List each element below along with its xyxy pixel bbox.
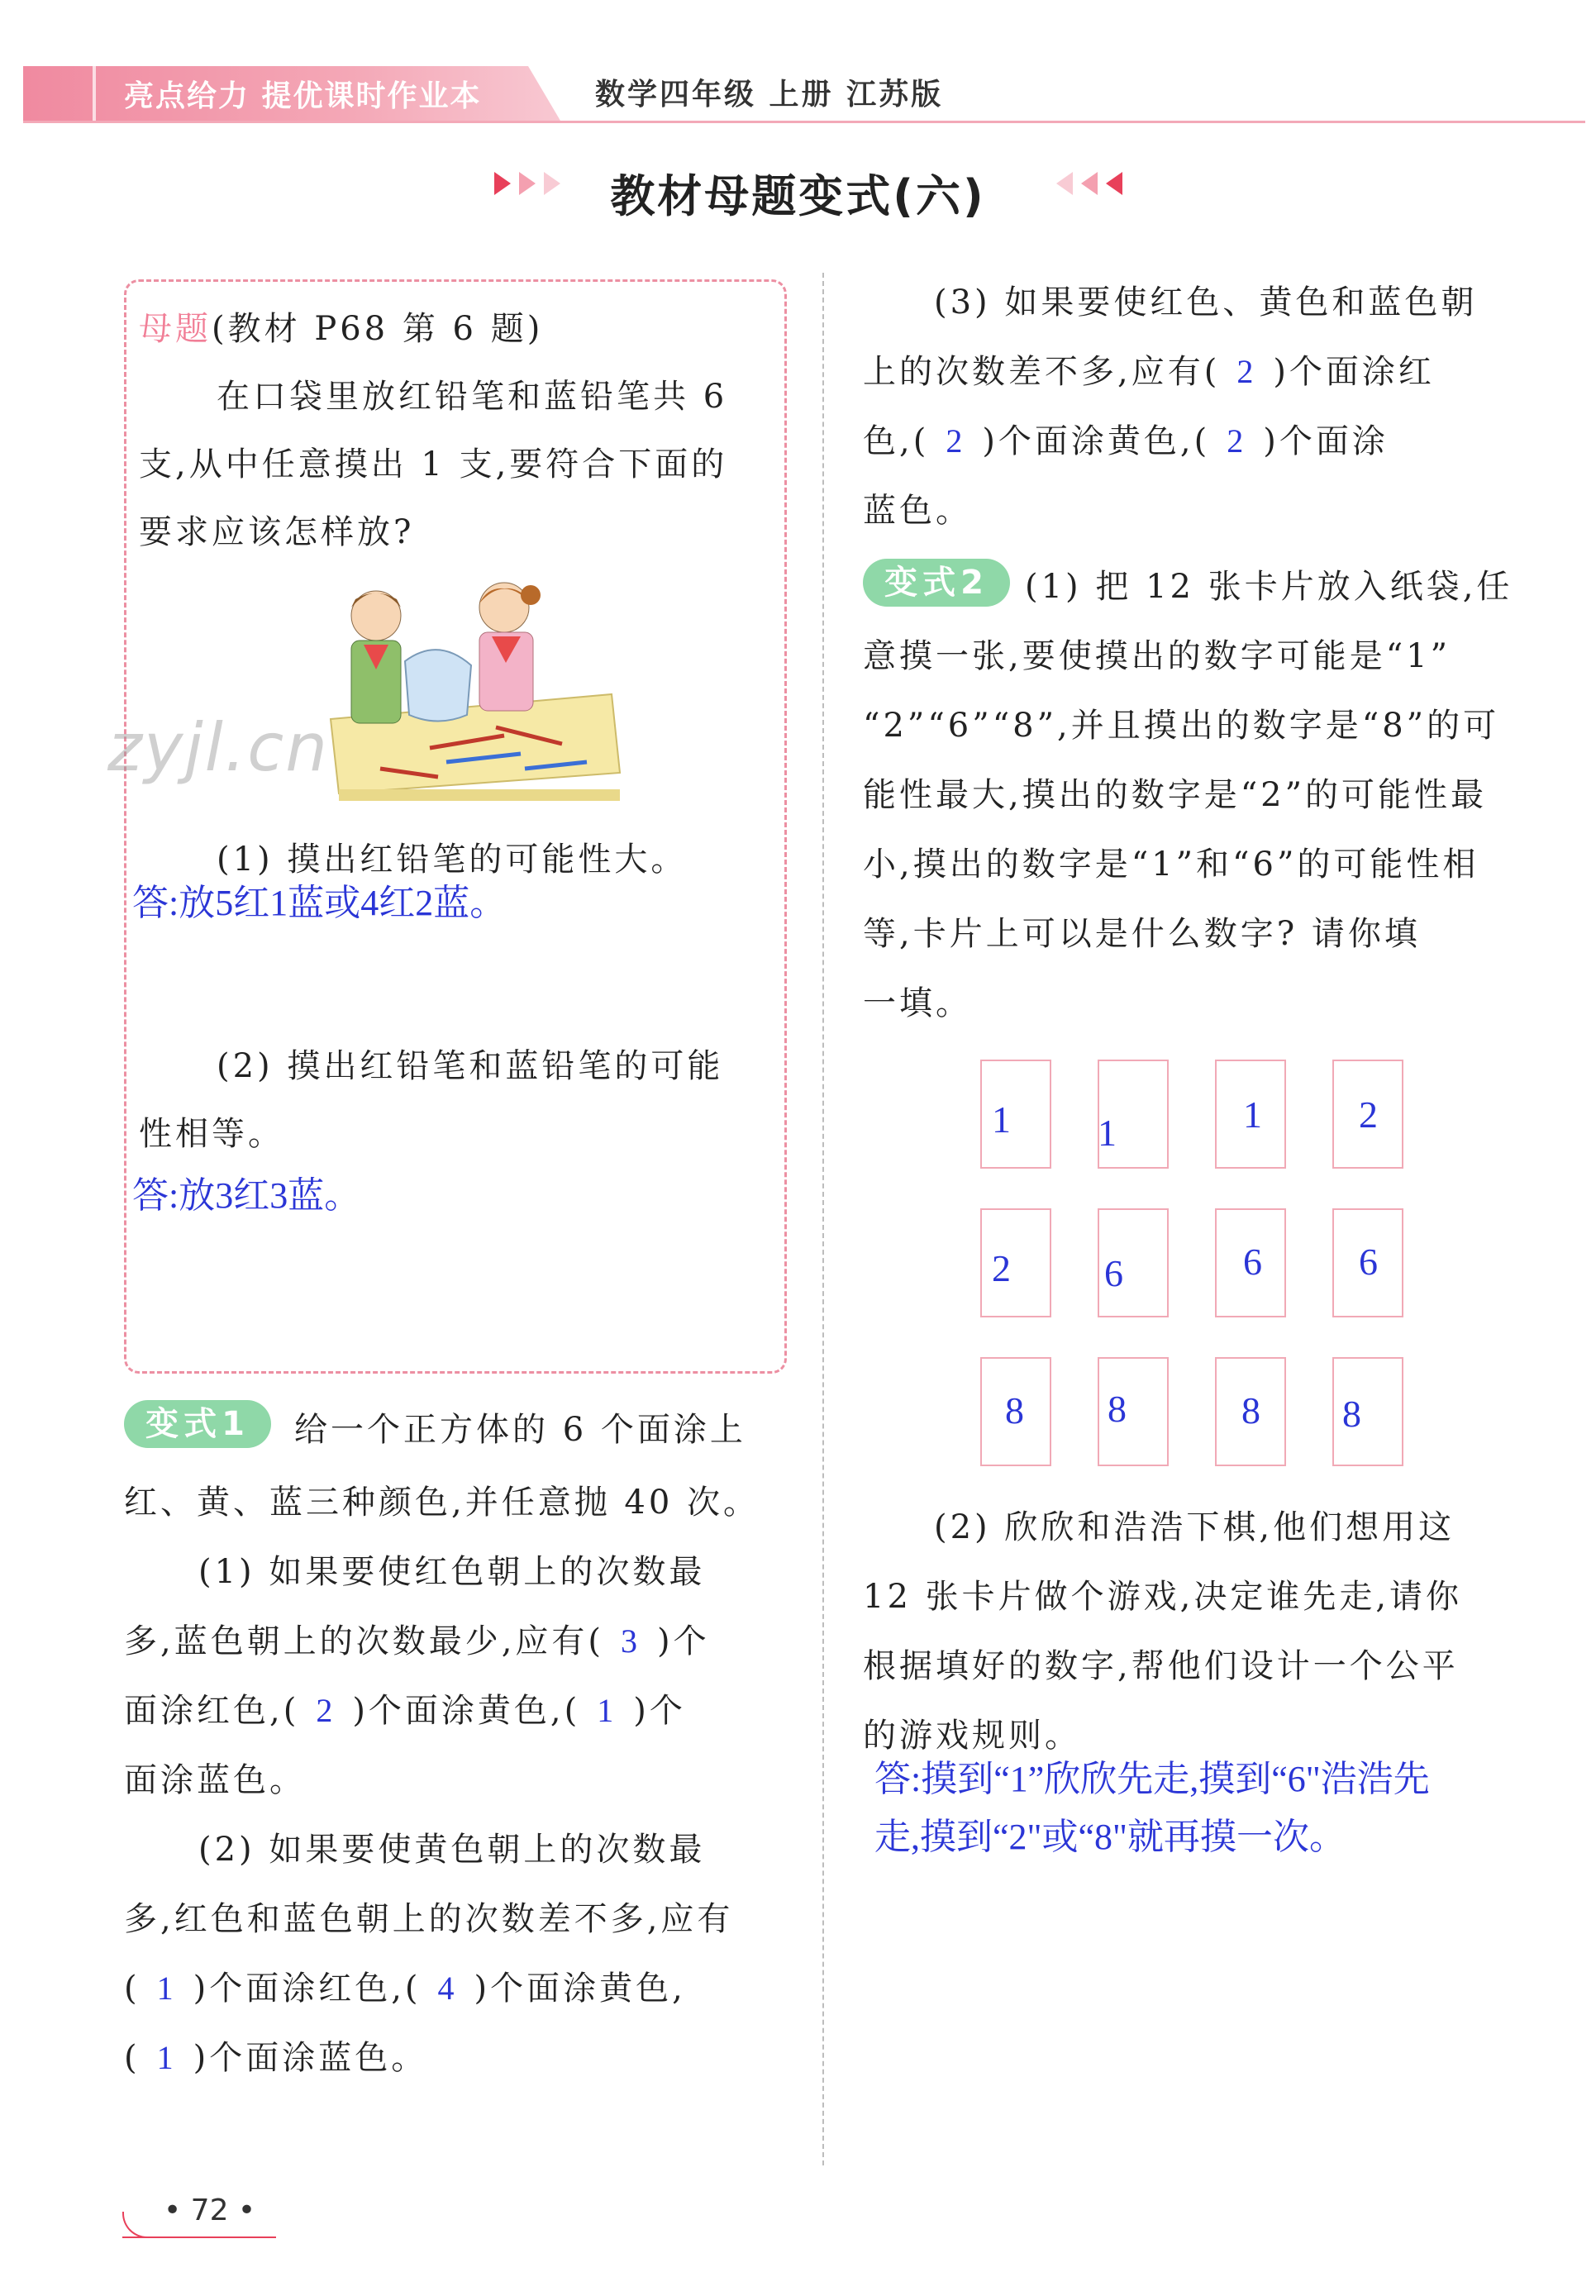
header-rule (23, 121, 1585, 123)
mother-problem-line: 在口袋里放红铅笔和蓝铅笔共 6 (217, 378, 728, 416)
answer-blank: 2 (1227, 422, 1247, 460)
variant-2-part-2: (2) 欣欣和浩浩下棋,他们想用这 (934, 1508, 1455, 1546)
variant-1-part-1: 多,蓝色朝上的次数最少,应有( 3 )个 (124, 1622, 710, 1660)
variant-1-part-3: 上的次数差不多,应有( 2 )个面涂红 (863, 353, 1435, 391)
title-arrow-icon (1106, 172, 1122, 195)
variant-2-line: “2”“6”“8”,并且摸出的数字是“8”的可 (863, 707, 1500, 745)
page-number-rule (122, 2236, 276, 2238)
mother-question-2-line: (2) 摸出红铅笔和蓝铅笔的可能 (217, 1047, 724, 1085)
header-band-divider (93, 66, 96, 121)
mother-problem-source: (教材 P68 第 6 题) (212, 310, 544, 348)
title-arrow-icon (1081, 172, 1098, 195)
variant-1-part-2: (2) 如果要使黄色朝上的次数最 (198, 1831, 706, 1869)
variant-2-answer: 走,摸到“2"或“8"就再摸一次。 (874, 1817, 1346, 1857)
variant-2-line: 能性最大,摸出的数字是“2”的可能性最 (863, 776, 1488, 814)
variant-2-line: 一填。 (863, 984, 972, 1022)
children-pencils-illustration (314, 570, 628, 810)
variant-1-part-2: 多,红色和蓝色朝上的次数差不多,应有 (124, 1900, 734, 1938)
variant-2-part-2: 根据填好的数字,帮他们设计一个公平 (863, 1647, 1459, 1685)
card: 2 (1332, 1060, 1403, 1169)
page-number-hook (122, 2212, 162, 2238)
variant-1-part-2: ( 1 )个面涂红色,( 4 )个面涂黄色, (124, 1970, 686, 2008)
page-number: • 72 • (164, 2194, 256, 2227)
variant-1-part-3: 色,( 2 )个面涂黄色,( 2 )个面涂 (863, 422, 1389, 460)
card: 6 (1215, 1208, 1286, 1317)
header-brand: 亮点给力 提优课时作业本 (124, 79, 482, 113)
mother-problem-line: 支,从中任意摸出 1 支,要符合下面的 (139, 445, 728, 483)
variant-1-part-2: ( 1 )个面涂蓝色。 (124, 2039, 428, 2077)
variant-2-line: 意摸一张,要使摸出的数字可能是“1” (863, 637, 1451, 675)
title-arrow-icon (1056, 172, 1073, 195)
answer-blank: 2 (316, 1692, 336, 1729)
column-divider (822, 273, 824, 2165)
variant-1-part-1: (1) 如果要使红色朝上的次数最 (198, 1553, 706, 1591)
card: 2 (980, 1208, 1051, 1317)
mother-problem-header (139, 302, 543, 350)
card: 1 (1215, 1060, 1286, 1169)
mother-problem-line: 要求应该怎样放? (139, 513, 415, 551)
card: 8 (1215, 1357, 1286, 1466)
mother-answer-2: 答:放3红3蓝。 (132, 1175, 361, 1216)
answer-blank: 4 (437, 1970, 458, 2007)
header-book-info: 数学四年级 上册 江苏版 (595, 78, 944, 112)
card: 8 (1098, 1357, 1169, 1466)
mother-problem-tag: 母题 (139, 310, 212, 348)
variant-1-badge: 变式1 (124, 1400, 271, 1448)
answer-blank: 2 (946, 422, 966, 460)
variant-2-part-2: 12 张卡片做个游戏,决定谁先走,请你 (863, 1578, 1463, 1616)
variant-1-intro: 给一个正方体的 6 个面涂上 (294, 1411, 746, 1449)
watermark: zyjl.cn (107, 709, 329, 786)
variant-1-part-3: (3) 如果要使红色、黄色和蓝色朝 (934, 283, 1478, 322)
card: 8 (980, 1357, 1051, 1466)
page-title: 教材母题变式(六) (610, 170, 986, 222)
card: 1 (1098, 1060, 1169, 1169)
variant-1-intro: 红、黄、蓝三种颜色,并任意抛 40 次。 (124, 1484, 760, 1522)
variant-1-part-3: 蓝色。 (863, 492, 972, 530)
variant-2-line: 等,卡片上可以是什么数字? 请你填 (863, 915, 1421, 953)
mother-question-2-line: 性相等。 (139, 1115, 284, 1153)
variant-2-answer: 答:摸到“1”欣欣先走,摸到“6"浩浩先 (874, 1759, 1430, 1799)
variant-2-badge: 变式2 (863, 559, 1010, 607)
answer-blank: 3 (621, 1622, 641, 1660)
answer-blank: 2 (1236, 353, 1257, 390)
variant-1-part-1: 面涂红色,( 2 )个面涂黄色,( 1 )个 (124, 1692, 686, 1730)
mother-question-1: (1) 摸出红铅笔的可能性大。 (217, 841, 688, 879)
answer-blank: 1 (156, 1970, 177, 2007)
variant-1-part-1: 面涂蓝色。 (124, 1761, 306, 1799)
variant-2-line: 小,摸出的数字是“1”和“6”的可能性相 (863, 846, 1479, 884)
card: 6 (1098, 1208, 1169, 1317)
card: 1 (980, 1060, 1051, 1169)
mother-answer-1: 答:放5红1蓝或4红2蓝。 (132, 883, 507, 923)
variant-2-line: (1) 把 12 张卡片放入纸袋,任 (1025, 568, 1513, 606)
variant-2-part-2: 的游戏规则。 (863, 1717, 1081, 1755)
card: 6 (1332, 1208, 1403, 1317)
answer-blank: 1 (597, 1692, 617, 1729)
card: 8 (1332, 1357, 1403, 1466)
answer-blank: 1 (156, 2039, 177, 2076)
